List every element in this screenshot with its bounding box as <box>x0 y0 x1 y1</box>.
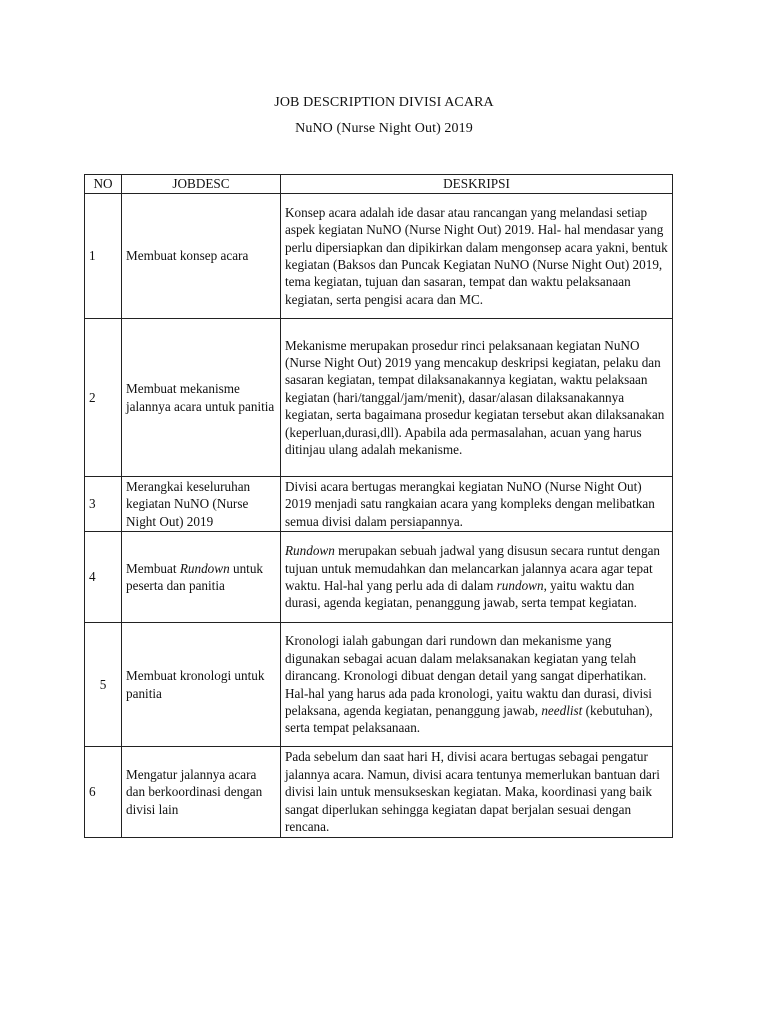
row-deskripsi <box>281 532 673 623</box>
deskripsi-text: Kronologi ialah gabungan dari rundown dan mekanisme yang digunakan sebagai acuan dalam melaksanakan kegiatan yang telah dirancang. Kronologi dibuat dengan detail yang sangat diperhatikan. Hal-hal yang harus ada pada kronologi, yaitu waktu dan durasi, divisi pelaksana, agenda kegiatan, penanggung jawab, <box>285 633 652 718</box>
table-row <box>85 319 673 477</box>
row-number: 2 <box>85 319 122 477</box>
table-row <box>85 194 673 319</box>
row-jobdesc: Membuat mekanisme jalannya acara untuk panitia <box>122 319 281 477</box>
deskripsi-text: (kebutuhan), serta tempat pelaksanaan. <box>285 702 653 736</box>
table-row <box>85 747 673 838</box>
row-number: 4 <box>85 532 122 623</box>
table-header-row <box>85 175 673 194</box>
row-jobdesc: Merangkai keseluruhan kegiatan NuNO (Nurse Night Out) 2019 <box>122 477 281 532</box>
table-row <box>85 623 673 747</box>
header-jobdesc: JOBDESC <box>122 175 281 194</box>
row-deskripsi <box>281 623 673 747</box>
row-deskripsi: Divisi acara bertugas merangkai kegiatan NuNO (Nurse Night Out) 2019 menjadi satu rangkaian acara yang kompleks dengan melibatkan semua divisi dalam persiapannya. <box>281 477 673 532</box>
row-deskripsi: Konsep acara adalah ide dasar atau rancangan yang melandasi setiap aspek kegiatan NuNO (Nurse Night Out) 2019. Hal- hal mendasar yang perlu dipersiapkan dan dipikirkan dalam mengonsep acara yakni, bentuk kegiatan (Baksos dan Puncak Kegiatan NuNO (Nurse Night Out) 2019, tema kegiatan, tujuan dan sasaran, tempat dan waktu pelaksanaan kegiatan, serta pengisi acara dan MC. <box>281 194 673 319</box>
jobdesc-text: Membuat <box>126 560 180 576</box>
job-description-table <box>84 174 673 838</box>
row-jobdesc: Membuat konsep acara <box>122 194 281 319</box>
table-row <box>85 532 673 623</box>
row-jobdesc: Mengatur jalannya acara dan berkoordinasi dengan divisi lain <box>122 747 281 838</box>
row-number: 5 <box>85 623 122 747</box>
document-subtitle: NuNO (Nurse Night Out) 2019 <box>295 121 473 136</box>
header-no: NO <box>85 175 122 194</box>
row-jobdesc: Membuat kronologi untuk panitia <box>122 623 281 747</box>
header-deskripsi: DESKRIPSI <box>281 175 673 194</box>
row-number: 1 <box>85 194 122 319</box>
table-row <box>85 477 673 532</box>
jobdesc-text: untuk peserta dan panitia <box>126 560 264 593</box>
row-jobdesc <box>122 532 281 623</box>
deskripsi-text: , yaitu waktu dan durasi, agenda kegiatan, penanggung jawab, serta tempat kegiatan. <box>285 578 637 611</box>
document-title: JOB DESCRIPTION DIVISI ACARA <box>274 95 494 110</box>
deskripsi-text: merupakan sebuah jadwal yang disusun secara runtut dengan tujuan untuk memudahkan dan melancarkan jalannya acara agar tepat waktu. Hal-hal yang perlu ada di dalam <box>285 543 661 593</box>
jobdesc-emphasis: Rundown <box>179 560 230 576</box>
deskripsi-emphasis: Rundown <box>285 543 335 559</box>
deskripsi-emphasis: needlist <box>541 702 583 718</box>
deskripsi-emphasis: rundown <box>496 578 544 593</box>
row-number: 6 <box>85 747 122 838</box>
row-deskripsi: Pada sebelum dan saat hari H, divisi acara bertugas sebagai pengatur jalannya acara. Namun, divisi acara tentunya memerlukan bantuan dari divisi lain untuk mensukseskan kegiatan. Maka, koordinasi yang baik sangat diperlukan sehingga kegiatan dapat berjalan sesuai dengan rencana. <box>281 747 673 838</box>
row-deskripsi: Mekanisme merupakan prosedur rinci pelaksanaan kegiatan NuNO (Nurse Night Out) 2019 yang mencakup deskripsi kegiatan, pelaku dan sasaran kegiatan, tempat dilaksanakannya kegiatan, waktu pelaksaan kegiatan (hari/tanggal/jam/menit), dasar/alasan dilaksanakannya kegiatan, serta bagaimana prosedur kegiatan tersebut akan dilaksanakan (keperluan,durasi,dll). Apabila ada permasalahan, acuan yang harus ditinjau ulang adalah mekanisme. <box>281 319 673 477</box>
row-number: 3 <box>85 477 122 532</box>
